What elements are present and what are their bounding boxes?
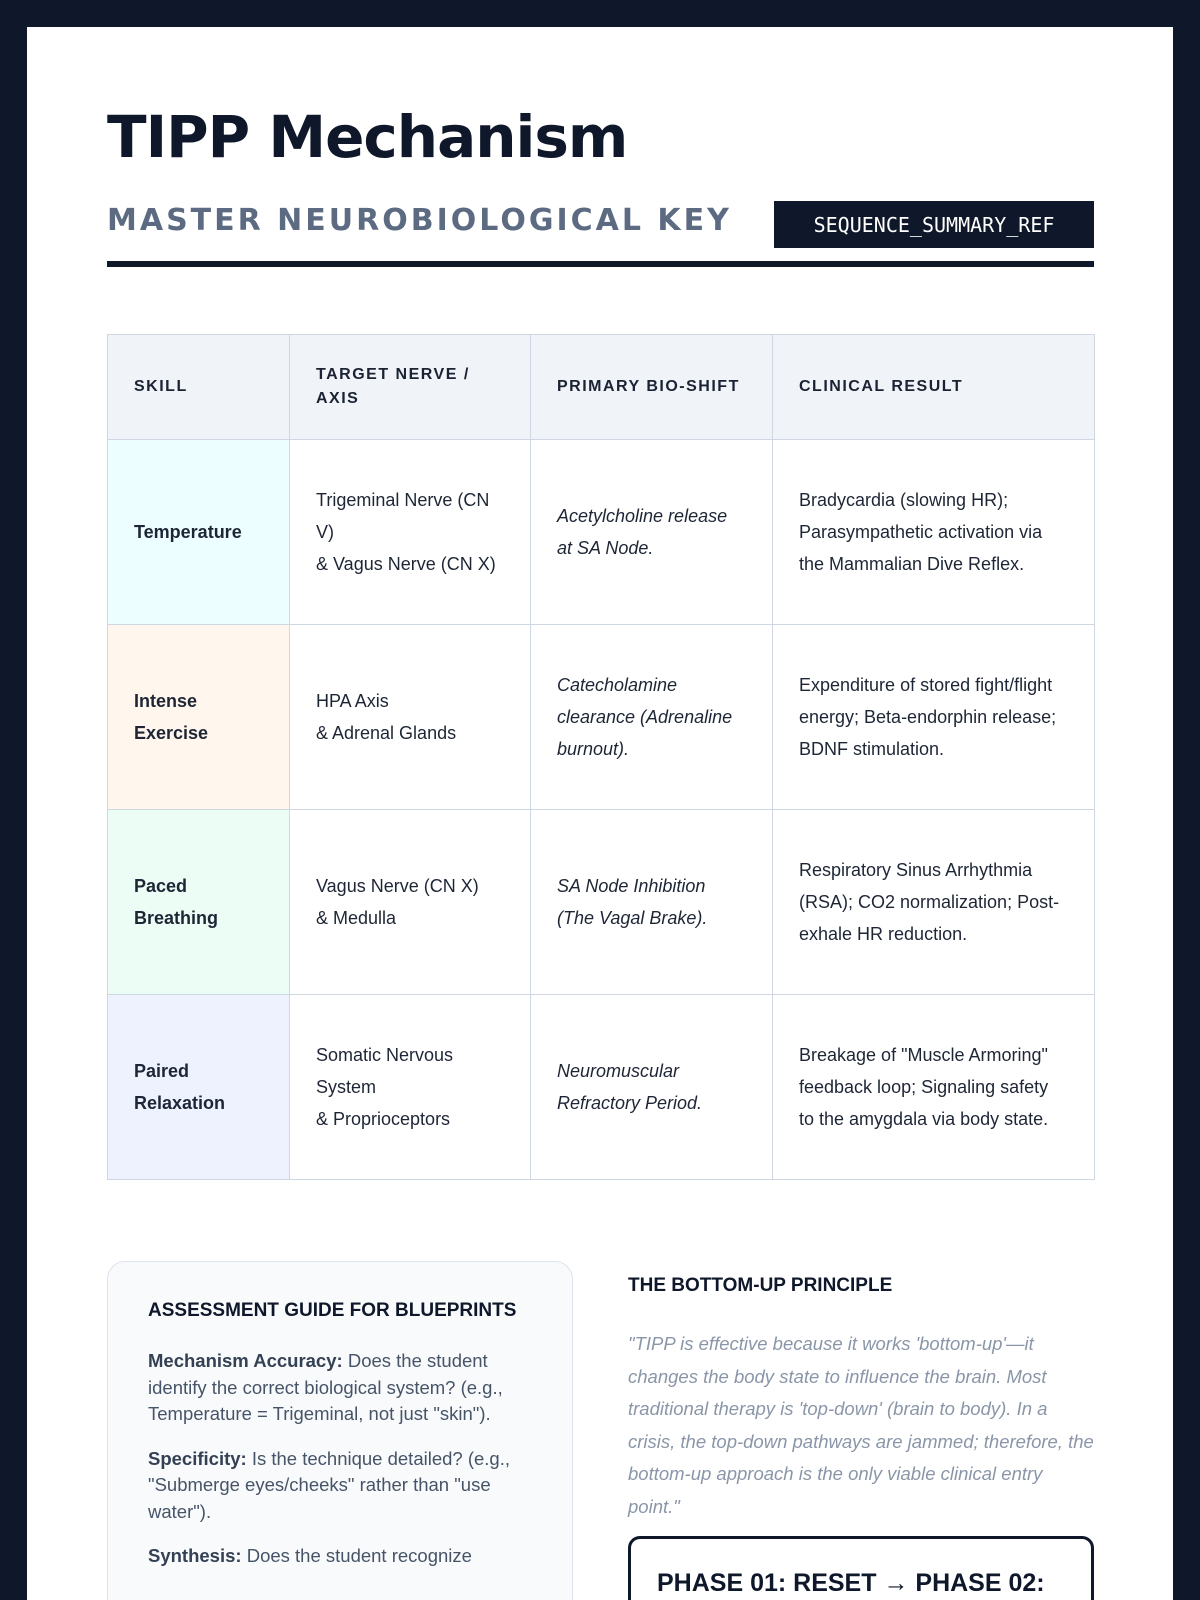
target-cell — [290, 440, 531, 625]
target-line: & Proprioceptors — [316, 1109, 451, 1129]
guide-item-label: Mechanism Accuracy: — [148, 1350, 343, 1371]
bio-shift-cell: Acetylcholine release at SA Node. — [531, 440, 773, 625]
bio-shift-cell: SA Node Inhibition (The Vagal Brake). — [531, 810, 773, 995]
bio-shift-cell: Neuromuscular Refractory Period. — [531, 995, 773, 1180]
principle-title: THE BOTTOM-UP PRINCIPLE — [628, 1275, 893, 1296]
table-header-row — [108, 335, 1095, 440]
result-cell: Bradycardia (slowing HR); Parasympathetic activation via the Mammalian Dive Reflex. — [773, 440, 1095, 625]
target-cell — [290, 810, 531, 995]
target-cell — [290, 995, 531, 1180]
guide-item — [148, 1543, 532, 1570]
guide-item-text: Does the student identify the correct biological system? (e.g., Temperature = Trigeminal, not just "skin"). — [148, 1350, 503, 1424]
mechanism-table — [107, 334, 1095, 1180]
target-line: & Adrenal Glands — [316, 723, 457, 743]
assessment-guide-title: ASSESSMENT GUIDE FOR BLUEPRINTS — [148, 1300, 517, 1321]
target-line: Trigeminal Nerve (CN V) — [316, 490, 490, 542]
page-subtitle: MASTER NEUROBIOLOGICAL KEY — [107, 203, 732, 238]
guide-item-label: Synthesis: — [148, 1545, 242, 1566]
page-title: TIPP Mechanism — [107, 103, 628, 171]
target-line: Vagus Nerve (CN X) — [316, 876, 479, 896]
target-cell — [290, 625, 531, 810]
header-divider — [107, 261, 1094, 267]
result-cell: Expenditure of stored fight/flight energy; Beta-endorphin release; BDNF stimulation. — [773, 625, 1095, 810]
table-row — [108, 995, 1095, 1180]
reference-badge: SEQUENCE_SUMMARY_REF — [774, 201, 1094, 248]
guide-item — [148, 1348, 532, 1428]
table-row — [108, 440, 1095, 625]
skill-cell: Temperature — [108, 440, 290, 625]
skill-cell: Intense Exercise — [108, 625, 290, 810]
target-line: HPA Axis — [316, 691, 389, 711]
assessment-guide-card — [107, 1261, 573, 1600]
bottom-up-principle — [628, 1274, 1094, 1523]
target-line: Somatic Nervous System — [316, 1045, 454, 1097]
guide-item-text: Is the technique detailed? (e.g., "Submerge eyes/cheeks" rather than "use water"). — [148, 1447, 510, 1522]
column-header-skill: SKILL — [108, 335, 290, 440]
document-page — [27, 27, 1173, 1600]
target-line: & Vagus Nerve (CN X) — [316, 554, 496, 574]
header — [107, 103, 1094, 238]
column-header-bio-shift: PRIMARY BIO-SHIFT — [531, 335, 773, 440]
guide-item — [148, 1446, 532, 1526]
result-cell: Breakage of "Muscle Armoring" feedback loop; Signaling safety to the amygdala via body state. — [773, 995, 1095, 1180]
table-row — [108, 625, 1095, 810]
table-row — [108, 810, 1095, 995]
principle-quote: "TIPP is effective because it works 'bottom-up'—it changes the body state to influence the brain. Most traditional therapy is 'top-down' (brain to body). In a crisis, the top-down pathways are jammed; therefore, the bottom-up approach is the only viable clinical entry point." — [628, 1333, 1094, 1517]
column-header-target-nerve: TARGET NERVE / AXIS — [290, 335, 531, 440]
bio-shift-cell: Catecholamine clearance (Adrenaline burnout). — [531, 625, 773, 810]
target-line: & Medulla — [316, 908, 397, 928]
skill-cell: Paired Relaxation — [108, 995, 290, 1180]
guide-item-label: Specificity: — [148, 1447, 247, 1469]
result-cell: Respiratory Sinus Arrhythmia (RSA); CO2 normalization; Post-exhale HR reduction. — [773, 810, 1095, 995]
phase-sequence-box: PHASE 01: RESET → PHASE 02: — [628, 1536, 1094, 1600]
column-header-clinical-result: CLINICAL RESULT — [773, 335, 1095, 440]
skill-cell: Paced Breathing — [108, 810, 290, 995]
guide-item-text: Does the student recognize — [246, 1545, 472, 1566]
